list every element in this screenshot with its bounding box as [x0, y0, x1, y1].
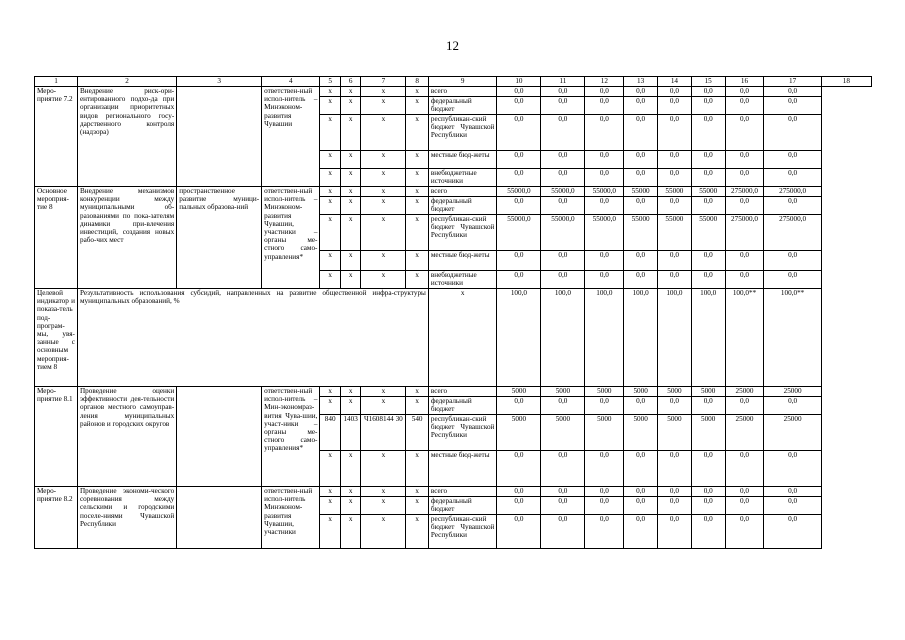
budget-code: x [361, 487, 406, 497]
amount-cell: 0,0 [691, 397, 725, 415]
source-total: всего [428, 387, 497, 397]
amount-cell: 0,0 [624, 251, 658, 271]
amount-cell: 5000 [497, 387, 541, 397]
budget-code: x [340, 151, 360, 169]
budget-code: x [320, 197, 340, 215]
amount-cell: 0,0 [497, 169, 541, 187]
amount-cell: 0,0 [624, 487, 658, 497]
source-total: всего [428, 187, 497, 197]
amount-cell: 0,0 [764, 271, 821, 289]
amount-cell: 0,0 [725, 451, 764, 487]
budget-code: x [361, 169, 406, 187]
amount-cell: 0,0 [497, 515, 541, 549]
budget-code: x [340, 251, 360, 271]
budget-code: x [320, 87, 340, 97]
amount-cell: 0,0 [725, 397, 764, 415]
amount-cell: 55000,0 [541, 215, 585, 251]
budget-code: x [361, 215, 406, 251]
amount-cell: 0,0 [624, 451, 658, 487]
column-number: 18 [821, 77, 871, 87]
amount-cell: 25000 [725, 415, 764, 451]
amount-cell: 0,0 [764, 251, 821, 271]
amount-cell: 0,0 [725, 197, 764, 215]
amount-cell: 0,0 [725, 271, 764, 289]
amount-cell: 0,0 [497, 451, 541, 487]
column-number: 9 [428, 77, 497, 87]
budget-code: x [361, 151, 406, 169]
measure-name: Внедрение риск-ори-ентированного подхо-да при организации приоритетных видов регионального госу-дарственного контроля (надзора) [77, 87, 176, 187]
budget-code: Ч1608144 30 [361, 415, 406, 451]
budget-code: x [406, 497, 429, 515]
amount-cell: 5000 [691, 387, 725, 397]
amount-cell: 0,0 [585, 87, 624, 97]
amount-cell: 0,0 [585, 487, 624, 497]
amount-cell: 275000,0 [725, 215, 764, 251]
amount-cell: 5000 [624, 415, 658, 451]
budget-code: x [361, 271, 406, 289]
budget-code: 1403 [340, 415, 360, 451]
amount-cell: 55000,0 [585, 215, 624, 251]
budget-code: x [406, 151, 429, 169]
budget-code: x [361, 387, 406, 397]
amount-cell: 0,0 [585, 497, 624, 515]
amount-cell: 0,0 [541, 497, 585, 515]
amount-cell: 0,0 [624, 115, 658, 151]
budget-code: x [361, 397, 406, 415]
budget-code: x [406, 87, 429, 97]
amount-cell: 0,0 [691, 487, 725, 497]
amount-cell: 0,0 [764, 97, 821, 115]
budget-code: x [406, 487, 429, 497]
table-row [35, 187, 872, 197]
indicator-value: 100,0 [541, 289, 585, 387]
budget-code: x [340, 97, 360, 115]
indicator-value: 100,0** [725, 289, 764, 387]
amount-cell: 0,0 [764, 497, 821, 515]
column-number: 1 [35, 77, 78, 87]
amount-cell: 0,0 [541, 487, 585, 497]
measure-number: Меро-приятие 8.1 [35, 387, 78, 487]
budget-code: x [406, 197, 429, 215]
amount-cell: 0,0 [658, 251, 692, 271]
amount-cell: 0,0 [541, 197, 585, 215]
amount-cell: 0,0 [691, 497, 725, 515]
amount-cell: 55000,0 [497, 215, 541, 251]
amount-cell: 0,0 [624, 151, 658, 169]
source-federal: федеральный бюджет [428, 497, 497, 515]
amount-cell: 0,0 [541, 87, 585, 97]
amount-cell: 0,0 [658, 197, 692, 215]
measure-name: Проведение экономи-ческого соревнования между сельскими и городскими поселе-ниями Чувашской Республики [77, 487, 176, 549]
amount-cell: 5000 [691, 415, 725, 451]
budget-code: x [406, 187, 429, 197]
amount-cell: 0,0 [658, 515, 692, 549]
amount-cell: 0,0 [497, 497, 541, 515]
source-republican: республикан-ский бюджет Чувашской Республики [428, 415, 497, 451]
budget-code: x [340, 215, 360, 251]
amount-cell: 0,0 [691, 97, 725, 115]
column-number: 17 [764, 77, 821, 87]
budget-code: x [320, 97, 340, 115]
amount-cell: 0,0 [541, 271, 585, 289]
amount-cell: 0,0 [585, 169, 624, 187]
column-number: 3 [177, 77, 262, 87]
budget-code: x [320, 187, 340, 197]
measure-goal: пространственное развитие муници-пальных образова-ний [177, 187, 262, 289]
amount-cell: 25000 [725, 387, 764, 397]
budget-code: x [340, 187, 360, 197]
indicator-label: Целевой индикатор и показа-тель под-програм-мы, увя-занные с основным мероприя-тием 8 [35, 289, 78, 387]
amount-cell: 275000,0 [725, 187, 764, 197]
amount-cell: 0,0 [585, 97, 624, 115]
amount-cell: 5000 [541, 387, 585, 397]
amount-cell: 55000,0 [541, 187, 585, 197]
column-number: 12 [585, 77, 624, 87]
measure-number: Меро-приятие 7.2 [35, 87, 78, 187]
budget-code: x [340, 387, 360, 397]
measure-goal [177, 387, 262, 487]
column-number: 15 [691, 77, 725, 87]
measure-name: Проведение оценки эффективности дея-тельности органов местного самоуправ-ления муниципальных районов и городских округов [77, 387, 176, 487]
budget-code: x [320, 115, 340, 151]
amount-cell: 55000,0 [585, 187, 624, 197]
table-row [35, 87, 872, 97]
amount-cell: 0,0 [764, 197, 821, 215]
responsible-executor: ответствен-ный испол-нитель – Минэконом-развития Чувашии, участники – органы ме-стного само-управления* [262, 187, 320, 289]
budget-code: x [320, 497, 340, 515]
amount-cell: 0,0 [658, 97, 692, 115]
indicator-value: 100,0** [764, 289, 821, 387]
responsible-executor: ответствен-ный испол-нитель – Мин-экономраз-вития Чува-шии, участ-ники – органы ме-стного само-управления* [262, 387, 320, 487]
budget-code: x [406, 397, 429, 415]
budget-code: x [361, 497, 406, 515]
amount-cell: 0,0 [691, 169, 725, 187]
amount-cell: 0,0 [497, 97, 541, 115]
amount-cell: 0,0 [541, 515, 585, 549]
source-federal: федеральный бюджет [428, 97, 497, 115]
column-number: 13 [624, 77, 658, 87]
source-federal: федеральный бюджет [428, 397, 497, 415]
amount-cell: 0,0 [585, 115, 624, 151]
amount-cell: 0,0 [585, 515, 624, 549]
column-number: 10 [497, 77, 541, 87]
amount-cell: 0,0 [764, 487, 821, 497]
source-local: местные бюд-жеты [428, 151, 497, 169]
amount-cell: 275000,0 [764, 215, 821, 251]
budget-code: x [340, 515, 360, 549]
amount-cell: 5000 [585, 415, 624, 451]
budget-code: x [406, 215, 429, 251]
source-federal: федеральный бюджет [428, 197, 497, 215]
measure-goal [177, 487, 262, 549]
budget-code: x [340, 169, 360, 187]
budget-code: x [361, 251, 406, 271]
page-number: 12 [446, 38, 459, 53]
amount-cell: 0,0 [725, 515, 764, 549]
amount-cell: 0,0 [497, 251, 541, 271]
amount-cell: 0,0 [658, 497, 692, 515]
amount-cell: 0,0 [725, 497, 764, 515]
source-local: местные бюд-жеты [428, 251, 497, 271]
indicator-value: 100,0 [497, 289, 541, 387]
amount-cell: 0,0 [691, 271, 725, 289]
column-number: 11 [541, 77, 585, 87]
budget-code: x [320, 271, 340, 289]
amount-cell: 0,0 [691, 451, 725, 487]
amount-cell: 0,0 [497, 197, 541, 215]
budget-code: x [340, 87, 360, 97]
source-total: всего [428, 87, 497, 97]
amount-cell: 0,0 [691, 87, 725, 97]
amount-cell: 55000 [691, 187, 725, 197]
budget-code: x [340, 197, 360, 215]
column-number: 6 [340, 77, 360, 87]
amount-cell: 0,0 [624, 397, 658, 415]
amount-cell: 0,0 [658, 271, 692, 289]
responsible-executor: ответствен-ный испол-нитель Минэконом-развития Чувашии, участники [262, 487, 320, 549]
amount-cell: 0,0 [725, 97, 764, 115]
amount-cell: 5000 [658, 387, 692, 397]
amount-cell: 0,0 [658, 397, 692, 415]
budget-code: x [320, 451, 340, 487]
amount-cell: 0,0 [725, 487, 764, 497]
source-local: местные бюд-жеты [428, 451, 497, 487]
indicator-value: 100,0 [585, 289, 624, 387]
budget-code: x [340, 271, 360, 289]
indicator-value: 100,0 [624, 289, 658, 387]
measure-goal [177, 87, 262, 187]
budget-code: x [340, 487, 360, 497]
budget-code: x [406, 387, 429, 397]
amount-cell: 0,0 [497, 271, 541, 289]
budget-code: x [320, 515, 340, 549]
amount-cell: 0,0 [691, 197, 725, 215]
budget-code: x [340, 497, 360, 515]
amount-cell: 55000 [658, 215, 692, 251]
amount-cell: 0,0 [764, 115, 821, 151]
amount-cell: 0,0 [497, 487, 541, 497]
column-number: 8 [406, 77, 429, 87]
amount-cell: 0,0 [541, 151, 585, 169]
amount-cell: 0,0 [585, 151, 624, 169]
column-number: 4 [262, 77, 320, 87]
budget-code: x [340, 397, 360, 415]
indicator-row [35, 289, 872, 387]
amount-cell: 0,0 [725, 251, 764, 271]
budget-code: x [361, 197, 406, 215]
amount-cell: 0,0 [764, 151, 821, 169]
amount-cell: 0,0 [624, 169, 658, 187]
source-republican: республикан-ский бюджет Чувашской Республики [428, 215, 497, 251]
amount-cell: 0,0 [658, 451, 692, 487]
amount-cell: 0,0 [624, 97, 658, 115]
budget-code: 840 [320, 415, 340, 451]
budget-code: x [361, 97, 406, 115]
indicator-value: 100,0 [691, 289, 725, 387]
column-number: 5 [320, 77, 340, 87]
amount-cell: 0,0 [541, 251, 585, 271]
amount-cell: 55000 [624, 187, 658, 197]
amount-cell: 25000 [764, 387, 821, 397]
budget-code: x [406, 115, 429, 151]
amount-cell: 0,0 [497, 115, 541, 151]
amount-cell: 55000 [691, 215, 725, 251]
column-number: 7 [361, 77, 406, 87]
amount-cell: 0,0 [725, 87, 764, 97]
amount-cell: 0,0 [725, 151, 764, 169]
amount-cell: 0,0 [764, 87, 821, 97]
amount-cell: 0,0 [585, 397, 624, 415]
table-row [35, 387, 872, 397]
column-number: 16 [725, 77, 764, 87]
amount-cell: 5000 [658, 415, 692, 451]
source-republican: республикан-ский бюджет Чувашской Республики [428, 115, 497, 151]
measure-number: Меро-приятие 8.2 [35, 487, 78, 549]
measure-number: Основное мероприя-тие 8 [35, 187, 78, 289]
amount-cell: 0,0 [624, 515, 658, 549]
budget-code: x [406, 169, 429, 187]
amount-cell: 0,0 [541, 397, 585, 415]
amount-cell: 0,0 [624, 497, 658, 515]
source-total: всего [428, 487, 497, 497]
budget-code: x [320, 215, 340, 251]
amount-cell: 0,0 [658, 487, 692, 497]
budget-code: x [340, 451, 360, 487]
amount-cell: 0,0 [764, 397, 821, 415]
source-extra: внебюджетные источники [428, 169, 497, 187]
amount-cell: 55000 [624, 215, 658, 251]
budget-code: x [361, 515, 406, 549]
budget-code: x [320, 487, 340, 497]
amount-cell: 5000 [585, 387, 624, 397]
budget-code: x [320, 151, 340, 169]
table-body [35, 77, 872, 549]
amount-cell: 5000 [497, 415, 541, 451]
column-number: 14 [658, 77, 692, 87]
amount-cell: 0,0 [624, 87, 658, 97]
amount-cell: 0,0 [658, 151, 692, 169]
source-extra: внебюджетные источники [428, 271, 497, 289]
indicator-dash: x [428, 289, 497, 387]
amount-cell: 0,0 [658, 115, 692, 151]
indicator-text: Результативность использования субсидий, направленных на развитие общественной инфра-структуры муниципальных образований, % [77, 289, 428, 387]
amount-cell: 0,0 [497, 397, 541, 415]
amount-cell: 0,0 [691, 151, 725, 169]
budget-code: x [361, 187, 406, 197]
amount-cell: 5000 [624, 387, 658, 397]
budget-code: x [361, 115, 406, 151]
budget-table [34, 76, 872, 549]
budget-code: x [340, 115, 360, 151]
budget-code: x [320, 397, 340, 415]
amount-cell: 0,0 [764, 515, 821, 549]
budget-code: x [406, 251, 429, 271]
amount-cell: 0,0 [541, 169, 585, 187]
amount-cell: 0,0 [585, 271, 624, 289]
amount-cell: 0,0 [658, 87, 692, 97]
amount-cell: 0,0 [541, 97, 585, 115]
amount-cell: 55000 [658, 187, 692, 197]
responsible-executor: ответствен-ный испол-нитель – Минэконом-развития Чувашии [262, 87, 320, 187]
amount-cell: 0,0 [691, 251, 725, 271]
source-republican: республикан-ский бюджет Чувашской Республики [428, 515, 497, 549]
table-row [35, 487, 872, 497]
amount-cell: 0,0 [624, 271, 658, 289]
budget-code: x [406, 97, 429, 115]
budget-code: x [361, 87, 406, 97]
amount-cell: 0,0 [691, 115, 725, 151]
budget-code: x [406, 515, 429, 549]
amount-cell: 5000 [541, 415, 585, 451]
indicator-value: 100,0 [658, 289, 692, 387]
amount-cell: 0,0 [658, 169, 692, 187]
measure-name: Внедрение механизмов конкуренции между муниципальными об-разованиями по пока-зателям динамики при-влечения инвестиций, создания новых рабо-чих мест [77, 187, 176, 289]
amount-cell: 0,0 [497, 151, 541, 169]
amount-cell: 0,0 [585, 197, 624, 215]
budget-code: x [320, 251, 340, 271]
budget-code: 540 [406, 415, 429, 451]
amount-cell: 0,0 [764, 169, 821, 187]
amount-cell: 0,0 [541, 451, 585, 487]
column-number: 2 [77, 77, 176, 87]
amount-cell: 55000,0 [497, 187, 541, 197]
budget-code: x [320, 387, 340, 397]
budget-code: x [361, 451, 406, 487]
amount-cell: 0,0 [497, 87, 541, 97]
budget-code: x [406, 451, 429, 487]
amount-cell: 0,0 [764, 451, 821, 487]
amount-cell: 25000 [764, 415, 821, 451]
amount-cell: 0,0 [725, 115, 764, 151]
amount-cell: 0,0 [541, 115, 585, 151]
amount-cell: 0,0 [585, 451, 624, 487]
header-row [35, 77, 872, 87]
budget-code: x [320, 169, 340, 187]
amount-cell: 0,0 [725, 169, 764, 187]
budget-code: x [406, 271, 429, 289]
amount-cell: 275000,0 [764, 187, 821, 197]
amount-cell: 0,0 [585, 251, 624, 271]
amount-cell: 0,0 [624, 197, 658, 215]
amount-cell: 0,0 [691, 515, 725, 549]
